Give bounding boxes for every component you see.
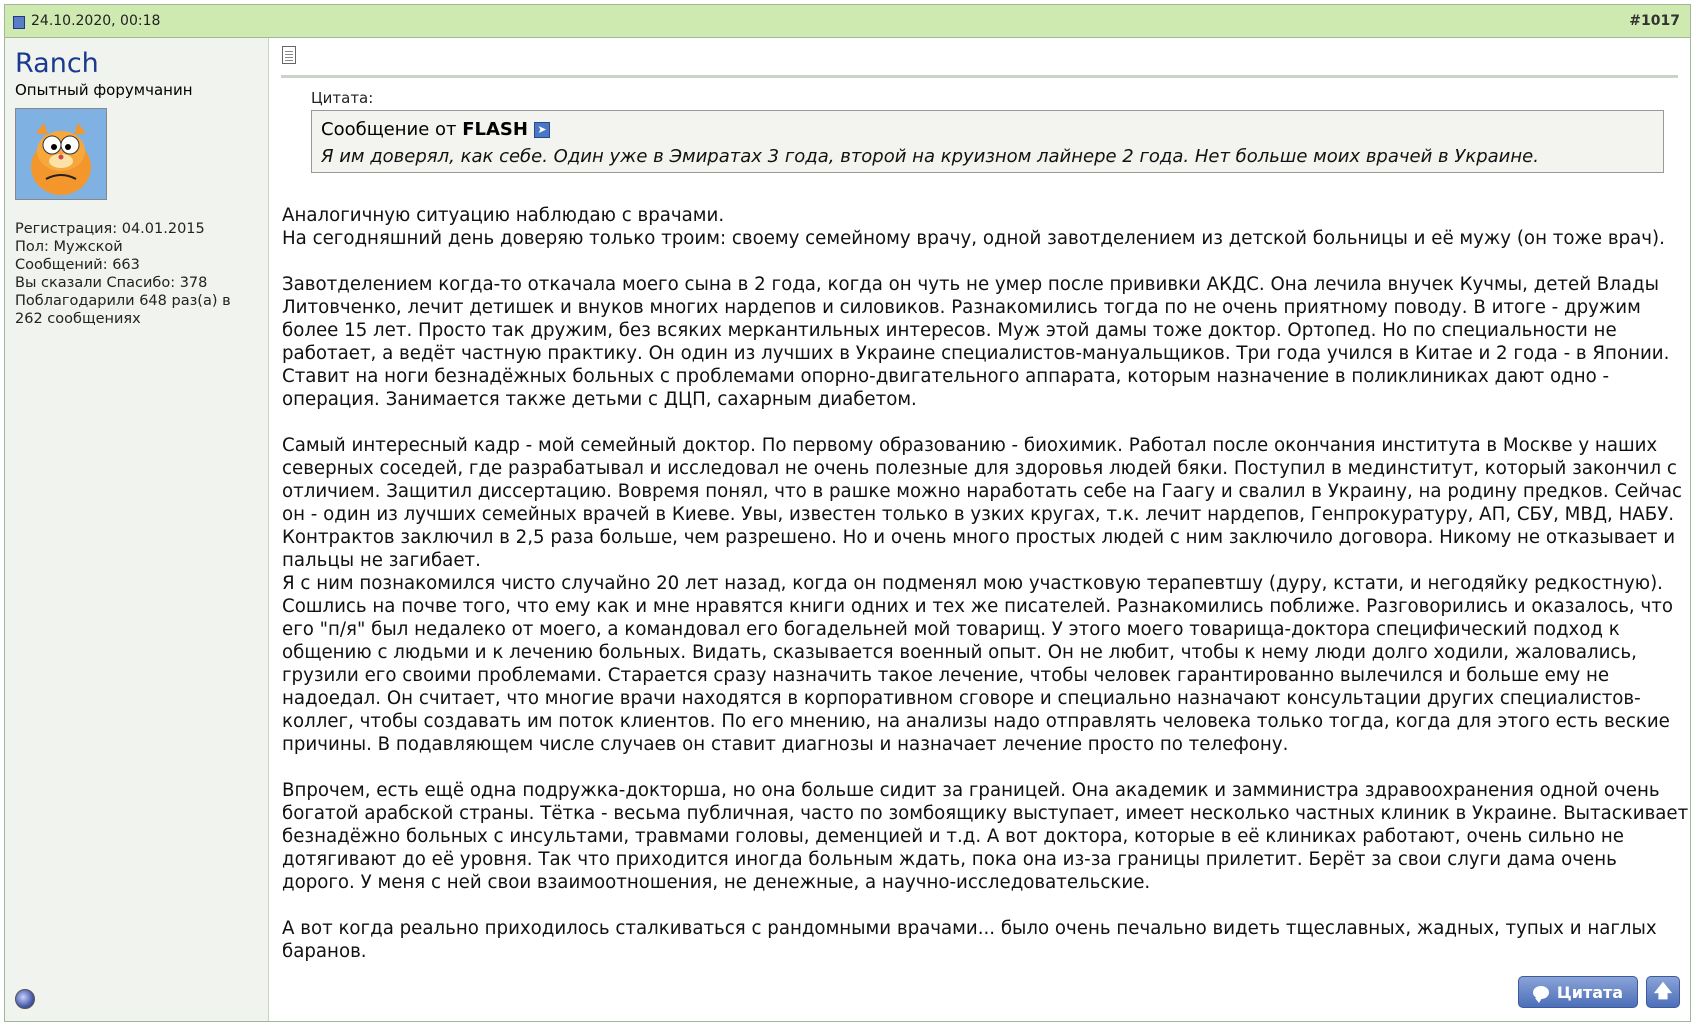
document-icon [282,46,296,64]
message-paragraph-2: Завотделением когда-то откачала моего сына в 2 года, когда он чуть не умер после прививки АКДС. Она лечила внучек Кучмы, детей Влады Литовченко, лечит детишек и внуков многих нардепов и силовиков. Разнакомились тогда по не очень приятному поводу. В итоге - дружим более 15 лет. Просто так дружим, без всяких меркантильных интересов. Муж этой дамы тоже доктор. Ортопед. Но по специальности не работает, а ведёт частную практику. Он один из лучших в Украине специалистов-мануальщиков. Три года учился в Китае и 2 года - в Японии. Ставит на ноги безнадёжных больных с проблемами опорно-двигательного аппарата, которым назначение в поликлиниках дают одно - операция. Занимается также детьми с ДЦП, сахарным диабетом. [282,274,1670,410]
quote-author: FLASH [462,119,528,140]
arrow-up-icon: 🡅 [1653,981,1673,1002]
user-info [15,220,260,328]
user-info-thanks-received: Поблагодарили 648 раз(а) в 262 сообщениях [15,293,231,327]
message-paragraph-4: Впрочем, есть ещё одна подружка-докторша, но она больше сидит за границей. Она академик и замминистра здравоохранения одной очень богатой арабской страны. Тётка - весьма публичная, часто по зомбоящику выступает, имеет несколько частных клиник в Украине. Вытаскивает безнадёжно больных с инсультами, травмами головы, деменцией и т.д. А вот доктора, которые в её клиниках работают, очень сильно не дотягивают до её уровня. Так что приходится иногда больным ждать, пока она из-за границы прилетит. Берёт за свои слуги дама очень дорого. У меня с ней свои взаимоотношения, не денежные, а научно-исследовательские. [282,780,1689,893]
avatar[interactable] [15,108,107,200]
post-content [269,38,1690,1021]
user-info-thanks-given: Вы сказали Спасибо: 378 [15,275,208,291]
quote-title [321,119,550,140]
quote-label: Цитата: [311,89,374,107]
post-status-icon [13,16,25,29]
user-info-gender: Пол: Мужской [15,239,123,255]
quote-button[interactable] [1518,976,1638,1008]
online-status-icon [15,989,35,1009]
quote-button-label: Цитата [1556,982,1624,1002]
user-info-posts: Сообщений: 663 [15,257,140,273]
message-paragraph-5: А вот когда реально приходилось сталкиваться с рандомными врачами... было очень печально видеть тщеславных, жадных, тупых и наглых баранов. [282,918,1657,962]
post-header [5,5,1690,38]
quote-box [311,110,1664,173]
user-title: Опытный форумчанин [15,81,193,99]
quote-prefix: Сообщение от [321,119,457,140]
speech-bubble-icon [1533,986,1549,999]
view-post-arrow-icon[interactable]: ➤ [534,122,550,138]
message-paragraph-3: Самый интересный кадр - мой семейный доктор. По первому образованию - биохимик. Работал после окончания института в Москве у наших северных соседей, где разрабатывал и исследовал не очень полезные для здоровья людей бяки. Поступил в мединститут, который закончил с отличием. Защитил диссертацию. Вовремя понял, что в рашке можно наработать себе на Гаагу и свалил в Украину, на родину предков. Сейчас он - один из лучших семейных врачей в Киеве. Увы, известен только в узких кругах, т.к. лечит нардепов, Генпрокуратуру, АП, СБУ, МВД, НАБУ. Контрактов заключил в 2,5 раза больше, чем разрешено. Но и очень много простых людей с ним заключило договора. Никому не отказывает и пальцы не загибает. Я с ним познакомился чисто случайно 20 лет назад, когда он подменял мою участковую терапевтшу (дуру, кстати, и негодяйку редкостную). Сошлись на почве того, что ему как и мне нравятся книги одних и тех же писателей. Разнакомились поближе. Разговорились и оказалось, что его "п/я" был недалеко от моего, а командовал его богадельней мой товарищ. У этого моего товарища-доктора специфический подход к общению с людьми и к лечению больных. Видать, сказывается военный опыт. Он не любит, чтобы к нему люди долго ходили, жаловались, грузили его своими проблемами. Старается сразу назначить такое лечение, чтобы человек гарантированно вылечился и больше ему не надоедал. Он считает, что многие врачи находятся в корпоративном сговоре и специально назначают консультации других специалистов-коллег, чтобы создавать им поток клиентов. По его мнению, на анализы надо отправлять человека только тогда, когда для этого есть веские причины. В подавляющем числе случаев он ставит диагнозы и назначает лечение просто по телефону. [282,435,1683,755]
message-paragraph-1: Аналогичную ситуацию наблюдаю с врачами. На сегодняшний день доверяю только троим: своему семейному врачу, одной завотделением из детской больницы и её мужу (он тоже врач). [282,205,1665,249]
username-link[interactable]: Ranch [15,48,99,79]
message-body [282,204,1692,986]
post-number-link[interactable]: #1017 [1629,13,1680,29]
content-divider [281,75,1678,78]
scroll-top-button[interactable] [1646,976,1680,1008]
user-sidebar [5,38,269,1021]
cat-avatar-icon [16,109,106,199]
quote-text: Я им доверял, как себе. Один уже в Эмиратах 3 года, второй на круизном лайнере 2 года. Нет больше моих врачей в Украине. [321,146,1539,167]
forum-post [4,4,1691,1022]
user-info-registration: Регистрация: 04.01.2015 [15,221,205,237]
post-date: 24.10.2020, 00:18 [31,13,161,29]
